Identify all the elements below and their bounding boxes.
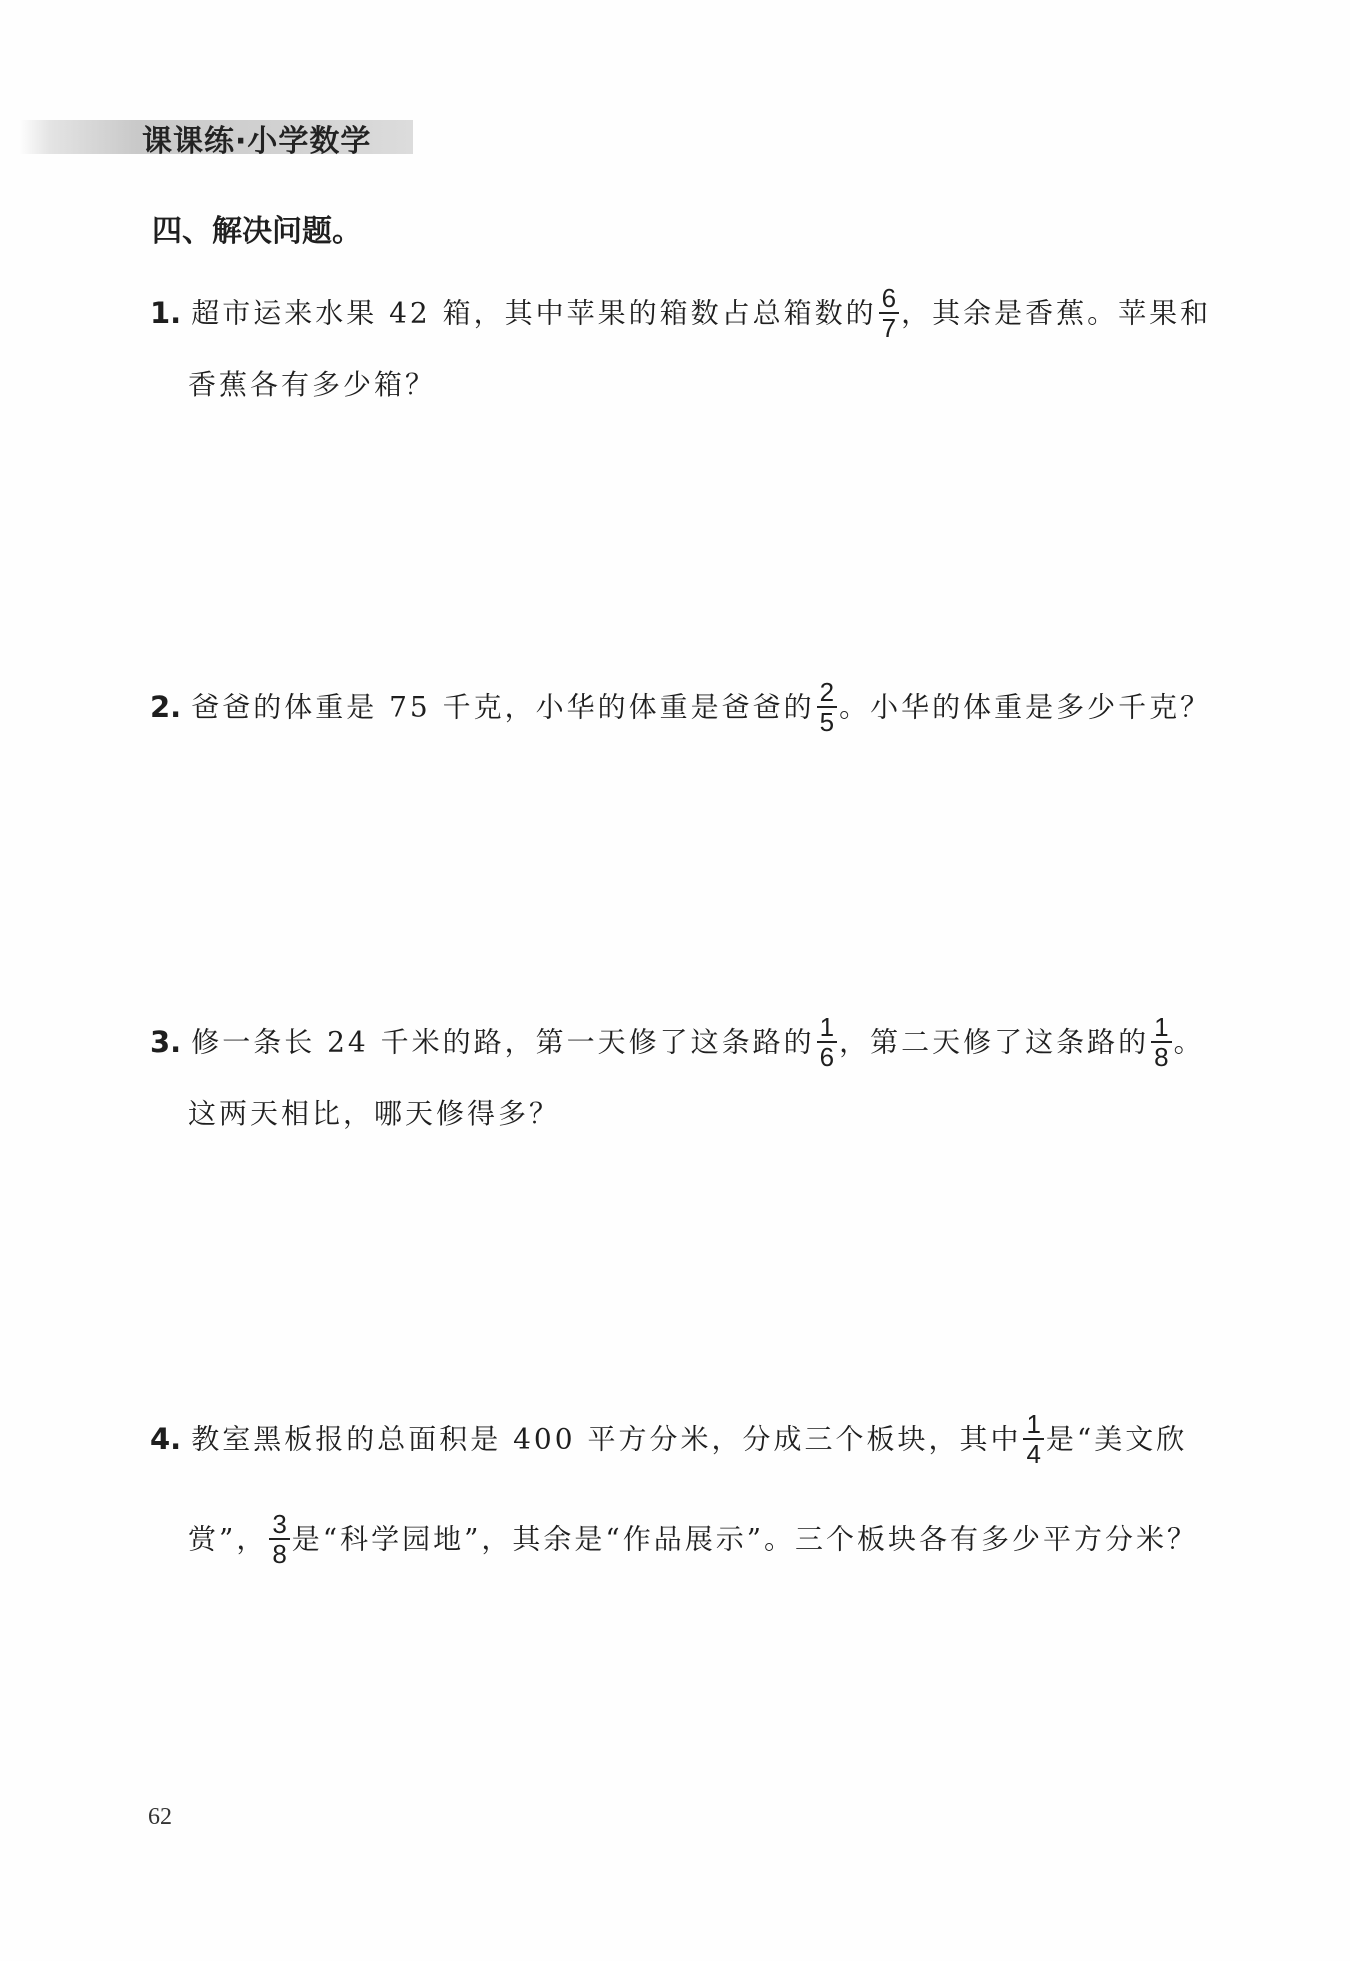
problem-3-fraction-2 xyxy=(1151,1013,1171,1071)
problem-4-fraction-1 xyxy=(1023,1410,1043,1468)
problem-4-line-1 xyxy=(150,1409,1188,1470)
book-title: 课课练·小学数学 xyxy=(142,124,372,159)
fraction-numerator: 1 xyxy=(1023,1410,1043,1440)
problem-3-line-1 xyxy=(150,1012,1205,1073)
fraction-denominator: 4 xyxy=(1026,1439,1041,1469)
fraction-denominator: 5 xyxy=(819,707,835,737)
problem-2-text-b: 。小华的体重是多少千克？ xyxy=(839,690,1212,724)
fraction-numerator: 6 xyxy=(879,284,899,314)
fraction-numerator: 1 xyxy=(1151,1013,1171,1043)
problem-3-number: 3. xyxy=(150,1024,182,1059)
problem-1-number: 1. xyxy=(150,295,182,330)
fraction-denominator: 6 xyxy=(819,1042,835,1072)
problem-4-text-d: 是“科学园地”，其余是“作品展示”。三个板块各有多少平方分米？ xyxy=(291,1522,1199,1556)
fraction-denominator: 8 xyxy=(1154,1042,1169,1072)
problem-2-number: 2. xyxy=(150,689,182,724)
fraction-denominator: 8 xyxy=(272,1539,287,1569)
problem-4-text-c: 赏”， xyxy=(188,1522,268,1556)
problem-1-fraction xyxy=(879,284,899,342)
page-number: 62 xyxy=(148,1804,172,1830)
problem-4-text-b: 是“美文欣 xyxy=(1045,1422,1188,1456)
problem-1-text-b: ，其余是香蕉。苹果和 xyxy=(901,296,1212,330)
problem-3-text-a: 修一条长 24 千米的路，第一天修了这条路的 xyxy=(191,1025,815,1059)
fraction-numerator: 1 xyxy=(817,1013,837,1043)
problem-2-fraction xyxy=(817,678,837,736)
fraction-numerator: 2 xyxy=(817,678,837,708)
problem-4-fraction-2 xyxy=(269,1510,289,1568)
problem-3-line-2: 这两天相比，哪天修得多？ xyxy=(188,1097,561,1130)
problem-1-line-1 xyxy=(150,283,1212,344)
fraction-denominator: 7 xyxy=(881,313,897,343)
problem-2-line-1 xyxy=(150,677,1212,738)
section-title: 四、解决问题。 xyxy=(152,214,362,249)
problem-3-text-b: ，第二天修了这条路的 xyxy=(839,1025,1150,1059)
problem-3-fraction-1 xyxy=(817,1013,837,1071)
problem-3-text-c: 。 xyxy=(1173,1025,1205,1059)
fraction-numerator: 3 xyxy=(269,1510,289,1540)
problem-4-text-a: 教室黑板报的总面积是 400 平方分米，分成三个板块，其中 xyxy=(191,1422,1022,1456)
problem-1-text-a: 超市运来水果 42 箱，其中苹果的箱数占总箱数的 xyxy=(191,296,877,330)
problem-1-line-2: 香蕉各有多少箱？ xyxy=(188,368,437,401)
problem-4-number: 4. xyxy=(150,1421,182,1456)
problem-4-line-2 xyxy=(188,1509,1199,1570)
problem-2-text-a: 爸爸的体重是 75 千克，小华的体重是爸爸的 xyxy=(191,690,815,724)
